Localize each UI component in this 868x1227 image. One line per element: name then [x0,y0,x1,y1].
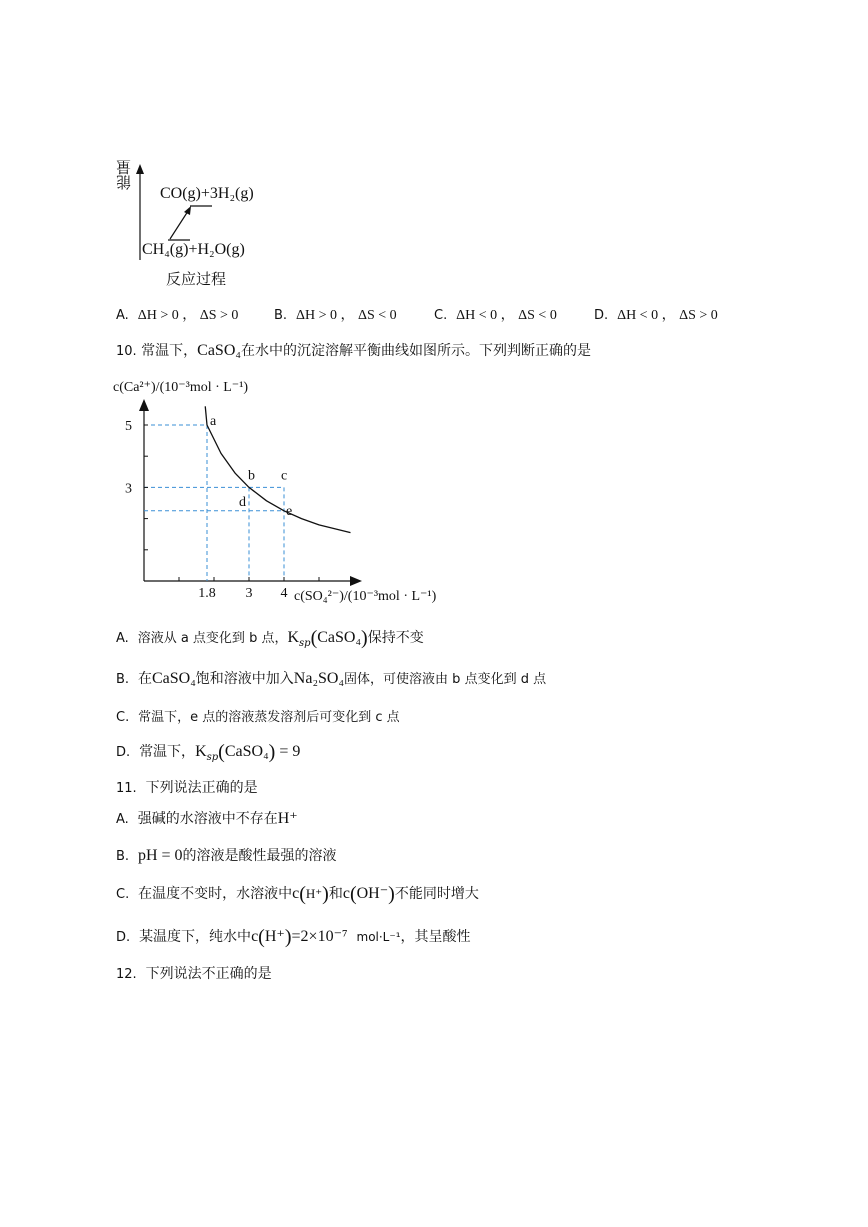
chart-ylabel: c(Ca²⁺)/(10⁻³mol · L⁻¹) [113,380,249,395]
y-tick-label: 3 [125,481,132,497]
q9-option-d: D. ΔH < 0 ， ΔS > 0 [594,308,718,323]
q10-option-a: A. 溶液从 a 点变化到 b 点，$K_{sp}(CaSO_4)$保持不变 [116,627,424,649]
x-tick-label: 3 [245,586,253,601]
q10-option-c: C. 常温下，e 点的溶液蒸发溶剂后可变化到 c 点 [116,710,400,725]
point-label-d: d [239,494,246,510]
q9-option-c: C. ΔH < 0 ， ΔS < 0 [434,308,557,323]
transition-arrowhead [184,206,191,215]
chart-svg [110,395,370,610]
q9-option-a: A. ΔH > 0 ， ΔS > 0 [116,308,239,323]
q11-option-b: B. pH = 0的溶液是酸性最强的溶液 [116,847,337,864]
product-label: CO(g)+3H₂(g) [160,185,254,202]
x-axis-arrow [350,576,362,586]
q11-option-d: D. 某温度下，纯水中c(H⁺)=2×10⁻⁷ mol·L⁻¹，其呈酸性 [116,926,471,948]
q10-formula: CaSO₄ [197,342,241,359]
q10-number: 10. [116,344,137,359]
reaction-process-label: 反应过程 [166,270,227,288]
q11-stem: 11. 下列说法正确的是 [116,780,258,796]
x-tick-label: 4 [280,586,288,601]
q12-stem: 12. 下列说法不正确的是 [116,966,272,982]
q10-stem: 10. 常温下，CaSO₄在水中的沉淀溶解平衡曲线如图所示。下列判断正确的是 [116,342,591,359]
reactant-label: CH₄(g)+H₂O(g) [142,241,245,258]
q10-option-b: B. 在CaSO₄饱和溶液中加入Na₂SO₄固体，可使溶液由 b 点变化到 d 点 [116,670,547,687]
q11-option-a: A. 强碱的水溶液中不存在H⁺ [116,810,298,827]
x-tick-label: 1.8 [198,586,216,601]
point-label-b: b [248,468,255,484]
y-axis-arrow [139,399,149,411]
chart-xlabel: c(SO₄²⁻)/(10⁻³mol · L⁻¹) [294,589,437,604]
point-label-a: a [210,414,217,429]
y-tick-label: 5 [125,419,132,434]
point-label-c: c [281,468,288,484]
energy-axis-arrow [136,164,144,174]
point-label-e: e [286,503,293,519]
energy-axis-label: 能量 [115,160,133,190]
q10-option-d: D. 常温下，$K_{sp}(CaSO_4) = 9$ [116,741,301,763]
solubility-curve [205,406,350,532]
q9-option-b: B. ΔH > 0 ， ΔS < 0 [274,308,397,323]
q11-option-c: C. 在温度不变时，水溶液中c(H⁺)和c(OH⁻)不能同时增大 [116,883,479,905]
